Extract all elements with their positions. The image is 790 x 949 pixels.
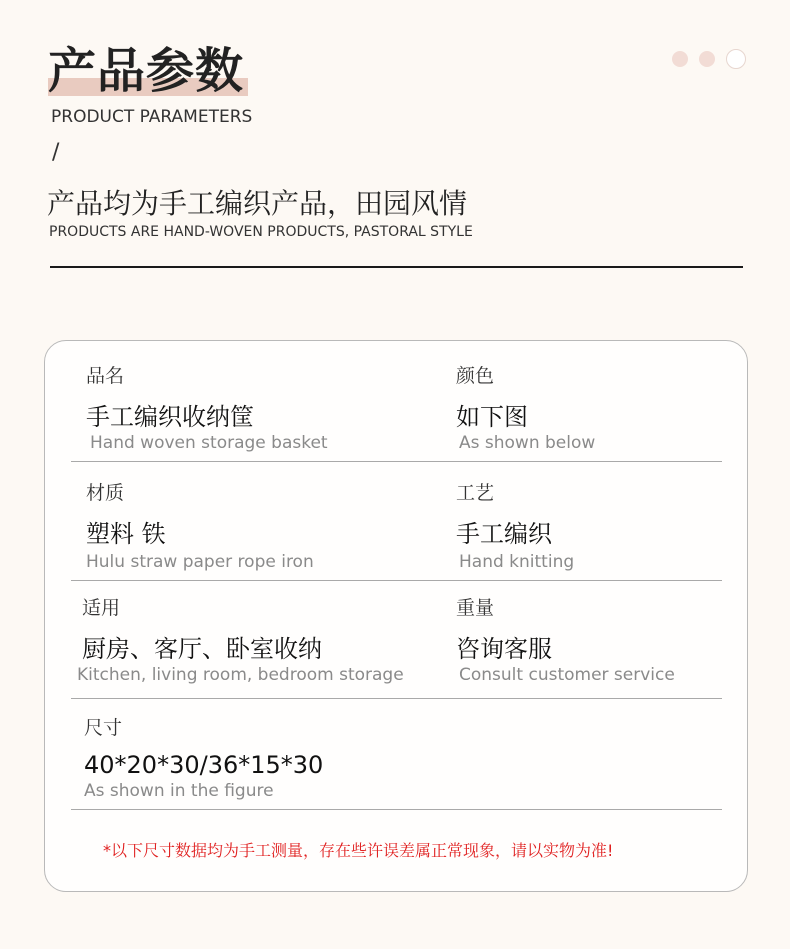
measurement-note: *以下尺寸数据均为手工测量，存在些许误差属正常现象，请以实物为准! xyxy=(103,841,614,860)
param-label: 品名 xyxy=(86,365,125,387)
param-usage xyxy=(77,596,404,686)
param-value: 手工编织收纳筐 xyxy=(86,403,254,431)
param-value-en: Kitchen, living room, bedroom storage xyxy=(77,665,404,685)
param-craft xyxy=(456,481,574,573)
header-divider xyxy=(50,266,743,268)
row-divider xyxy=(71,461,722,462)
page-title: 产品参数 xyxy=(48,43,245,99)
param-value-en: Hulu straw paper rope iron xyxy=(86,552,314,572)
param-value: 塑料 铁 xyxy=(86,520,166,548)
slash-divider: / xyxy=(52,140,60,165)
title-block xyxy=(48,40,244,102)
row-divider xyxy=(71,698,722,699)
row-divider xyxy=(71,809,722,810)
param-label: 适用 xyxy=(82,597,121,619)
param-value: 厨房、客厅、卧室收纳 xyxy=(82,635,322,663)
param-value: 咨询客服 xyxy=(456,635,552,663)
param-value: 如下图 xyxy=(456,403,528,431)
ring-dot-icon xyxy=(726,49,746,69)
dot-icon xyxy=(699,51,715,67)
param-label: 颜色 xyxy=(456,365,495,387)
param-weight xyxy=(456,596,675,686)
param-label: 重量 xyxy=(456,597,495,619)
param-value: 40*20*30/36*15*30 xyxy=(84,751,324,779)
decorative-dots xyxy=(672,49,746,69)
param-value: 手工编织 xyxy=(456,520,552,548)
subtitle: 产品均为手工编织产品，田园风情 xyxy=(47,187,468,220)
param-size xyxy=(84,716,323,802)
param-value-en: Consult customer service xyxy=(459,665,675,685)
row-divider xyxy=(71,580,722,581)
param-label: 尺寸 xyxy=(84,717,123,739)
subtitle-en: PRODUCTS ARE HAND-WOVEN PRODUCTS, PASTORAL STYLE xyxy=(49,224,473,240)
param-value-en: Hand knitting xyxy=(459,552,575,572)
param-label: 材质 xyxy=(86,482,125,504)
param-name xyxy=(86,364,328,454)
page-title-en: PRODUCT PARAMETERS xyxy=(51,107,253,127)
param-label: 工艺 xyxy=(456,482,495,504)
param-value-en: Hand woven storage basket xyxy=(90,433,328,453)
parameters-card xyxy=(44,340,748,892)
param-value-en: As shown in the figure xyxy=(84,781,274,801)
param-value-en: As shown below xyxy=(459,433,596,453)
dot-icon xyxy=(672,51,688,67)
param-color xyxy=(456,364,595,454)
param-material xyxy=(86,481,314,573)
